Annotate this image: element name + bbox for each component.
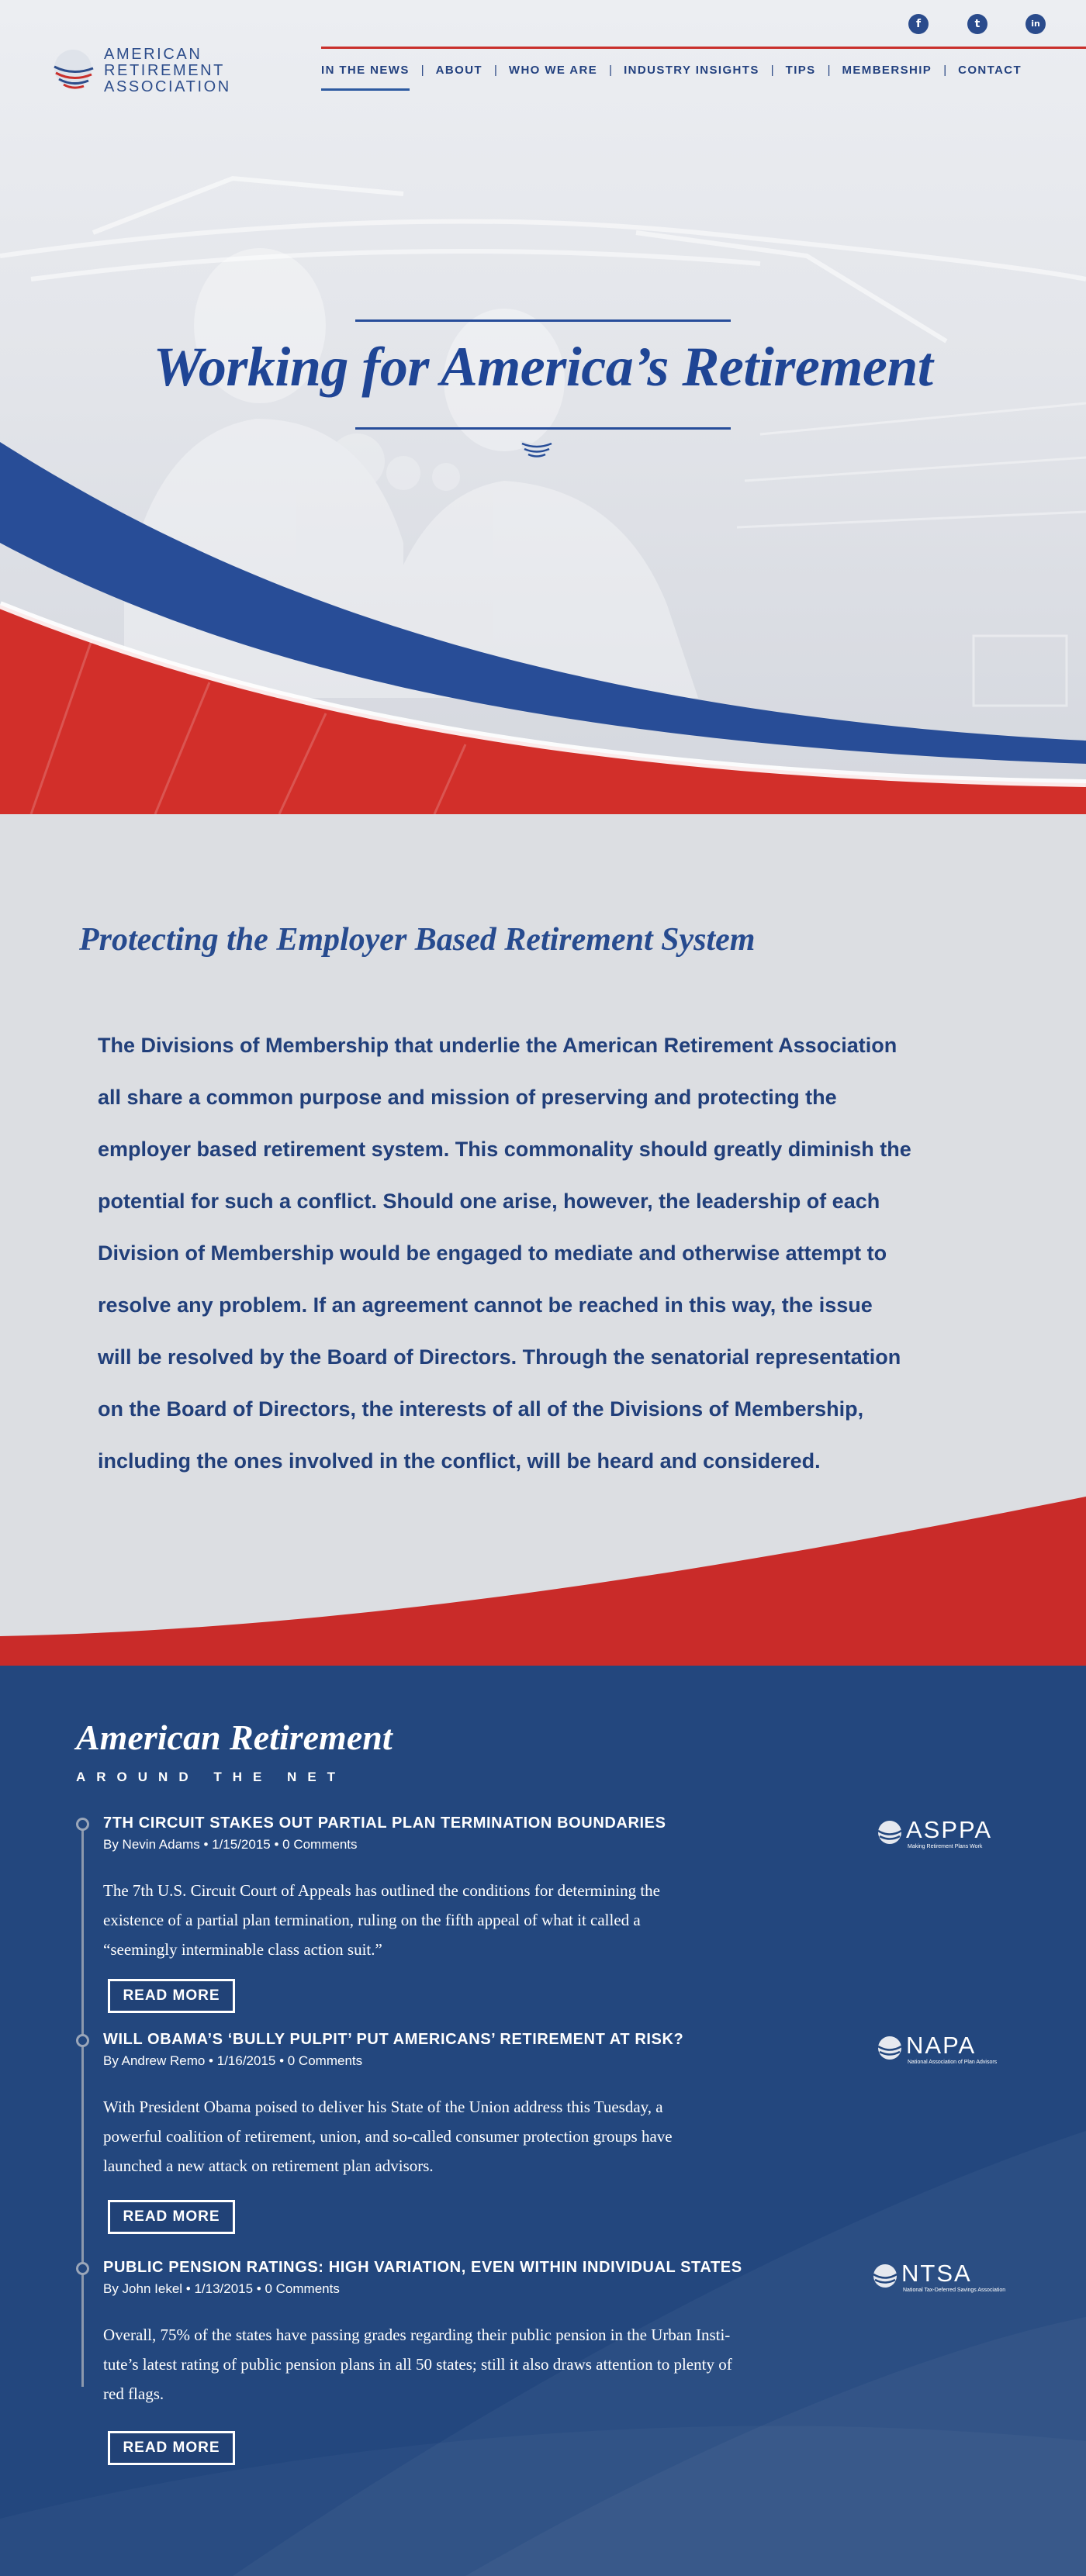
logo-globe-icon — [51, 45, 96, 96]
partner-tagline: National Tax-Deferred Savings Association — [903, 2288, 1006, 2293]
main-nav — [321, 61, 1022, 78]
excerpt-line: launched a new attack on retirement plan advisors. — [103, 2156, 434, 2175]
nav-contact[interactable]: CONTACT — [958, 63, 1022, 77]
nav-separator: | — [770, 63, 774, 77]
hero-rule-top — [355, 319, 731, 322]
excerpt-line: existence of a partial plan termination, ruling on the fifth appeal of what it called a — [103, 1911, 641, 1929]
news-subtitle: AROUND THE NET — [76, 1770, 347, 1784]
nav-industry-insights[interactable]: INDUSTRY INSIGHTS — [624, 63, 759, 77]
excerpt-line: red flags. — [103, 2384, 164, 2403]
timeline-dot — [76, 1818, 89, 1831]
news-article — [103, 2259, 801, 2456]
excerpt-line: “seemingly interminable class action suit.” — [103, 1940, 382, 1959]
intro-line: will be resolved by the Board of Directors. Through the senatorial representation — [98, 1345, 901, 1369]
timeline-dot — [76, 2034, 89, 2047]
news-article — [103, 1815, 801, 2004]
nav-about[interactable]: ABOUT — [435, 63, 482, 77]
logo-line-2: RETIREMENT — [104, 62, 225, 79]
hero-rule-bottom — [355, 427, 731, 430]
logo-line-3: ASSOCIATION — [104, 78, 231, 95]
news-article — [103, 2031, 801, 2225]
partner-logo-asppa — [877, 1818, 1039, 1852]
article-title[interactable]: PUBLIC PENSION RATINGS: HIGH VARIATION, EVEN WITHIN INDIVIDUAL STATES — [103, 2259, 742, 2276]
article-meta: By Andrew Remo • 1/16/2015 • 0 Comments — [103, 2053, 363, 2068]
excerpt-line: tute’s latest rating of public pension plans in all 50 states; still it also draws attention to plenty of — [103, 2355, 732, 2374]
nav-separator: | — [493, 63, 497, 77]
partner-name: NTSA — [901, 2260, 972, 2287]
intro-line: on the Board of Directors, the interests of all of the Divisions of Membership, — [98, 1397, 864, 1421]
timeline-dot — [76, 2262, 89, 2275]
nav-tips[interactable]: TIPS — [785, 63, 816, 77]
article-title[interactable]: WILL OBAMA’S ‘BULLY PULPIT’ PUT AMERICANS’ RETIREMENT AT RISK? — [103, 2031, 684, 2048]
logo-wordmark — [104, 47, 231, 95]
logo-line-1: AMERICAN — [104, 46, 202, 63]
facebook-icon[interactable]: f — [908, 14, 929, 34]
partner-tagline: National Association of Plan Advisors — [908, 2060, 998, 2065]
excerpt-line: The 7th U.S. Circuit Court of Appeals has outlined the conditions for determining the — [103, 1881, 660, 1900]
partner-name: ASPPA — [906, 1816, 993, 1843]
partner-name: NAPA — [906, 2032, 977, 2059]
nav-in-the-news[interactable]: IN THE NEWS — [321, 63, 410, 77]
article-meta: By Nevin Adams • 1/15/2015 • 0 Comments — [103, 1837, 358, 1852]
intro-line: all share a common purpose and mission of preserving and protecting the — [98, 1086, 837, 1109]
intro-section — [0, 814, 1086, 1667]
hero-section — [0, 0, 1086, 814]
intro-paragraph — [98, 1020, 998, 1487]
partner-globe-icon — [877, 1819, 903, 1846]
excerpt-line: Overall, 75% of the states have passing grades regarding their public pension in the Urban Insti- — [103, 2326, 731, 2344]
twitter-icon[interactable]: t — [967, 14, 987, 34]
linkedin-icon[interactable]: in — [1025, 14, 1046, 34]
nav-membership[interactable]: MEMBERSHIP — [842, 63, 932, 77]
read-more-button[interactable]: READ MORE — [108, 2431, 235, 2465]
partner-logo-ntsa — [872, 2261, 1035, 2295]
partner-tagline: Making Retirement Plans Work — [908, 1844, 983, 1849]
article-excerpt — [103, 2092, 786, 2181]
nav-separator: | — [609, 63, 613, 77]
nav-separator: | — [943, 63, 947, 77]
intro-line: including the ones involved in the conflict, will be heard and considered. — [98, 1449, 821, 1473]
partner-logo-napa — [877, 2033, 1039, 2067]
hero-title: Working for America’s Retirement — [153, 336, 933, 398]
nav-separator: | — [827, 63, 831, 77]
nav-who-we-are[interactable]: WHO WE ARE — [508, 63, 598, 77]
intro-line: employer based retirement system. This commonality should greatly diminish the — [98, 1138, 911, 1161]
article-meta: By John Iekel • 1/13/2015 • 0 Comments — [103, 2281, 340, 2296]
partner-globe-icon — [877, 2035, 903, 2061]
read-more-button[interactable]: READ MORE — [108, 2200, 235, 2234]
article-excerpt — [103, 1876, 786, 1964]
intro-heading: Protecting the Employer Based Retirement System — [79, 922, 756, 958]
hero-background-art — [0, 0, 1086, 814]
excerpt-line: With President Obama poised to deliver his State of the Union address this Tuesday, a — [103, 2098, 663, 2116]
intro-line: The Divisions of Membership that underlie the American Retirement Association — [98, 1034, 898, 1057]
intro-line: resolve any problem. If an agreement cannot be reached in this way, the issue — [98, 1293, 873, 1317]
excerpt-line: powerful coalition of retirement, union, and so-called consumer protection groups have — [103, 2127, 673, 2146]
intro-line: Division of Membership would be engaged to mediate and otherwise attempt to — [98, 1241, 887, 1265]
partner-globe-icon — [872, 2263, 898, 2289]
site-logo[interactable] — [51, 45, 253, 99]
news-section — [0, 1666, 1086, 2576]
article-excerpt — [103, 2320, 786, 2409]
article-title[interactable]: 7TH CIRCUIT STAKES OUT PARTIAL PLAN TERMINATION BOUNDARIES — [103, 1815, 666, 1832]
header-accent-line — [321, 47, 1086, 49]
nav-separator: | — [420, 63, 424, 77]
intro-line: potential for such a conflict. Should one arise, however, the leadership of each — [98, 1190, 880, 1213]
read-more-button[interactable]: READ MORE — [108, 1979, 235, 2013]
globe-emblem-icon — [519, 437, 555, 461]
news-title: American Retirement — [76, 1718, 393, 1757]
timeline-line — [81, 1828, 84, 2387]
